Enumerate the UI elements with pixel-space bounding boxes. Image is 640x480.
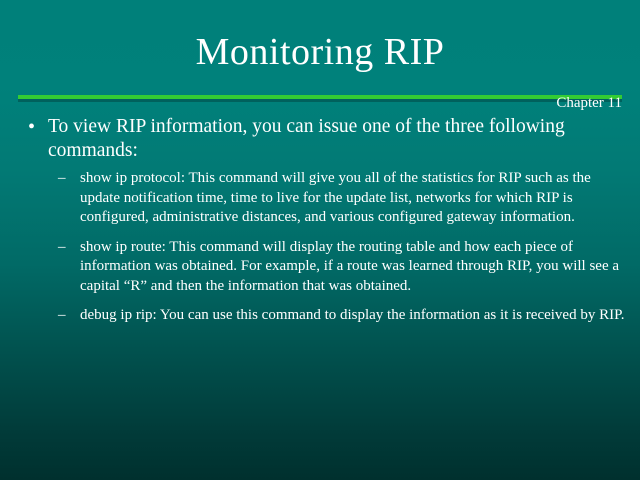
slide-title: Monitoring RIP: [195, 31, 445, 73]
sub-bullet-show-ip-route: [58, 238, 628, 297]
bullet-level1: [14, 115, 628, 163]
bullet-text: To view RIP information, you can issue one of the three following commands:: [48, 116, 565, 161]
dash-marker: –: [58, 307, 66, 323]
title-divider: [0, 95, 640, 107]
chapter-label: Chapter 11: [556, 95, 622, 111]
slide-body: [14, 115, 628, 336]
sub-bullet-debug-ip-rip: [58, 306, 628, 326]
divider-shadow-line: [18, 99, 622, 102]
sub-bullet-text: show ip protocol: This command will give you all of the statistics for RIP such as the update notification time, time to live for the update list, networks for which RIP is configured, administrative distances, and various configured gateway information.: [80, 170, 591, 225]
sub-bullet-show-ip-protocol: [58, 169, 628, 228]
sub-bullet-text: show ip route: This command will display the routing table and how each piece of information was obtained. For example, if a route was learned through RIP, you will see a capital “R” and then the information that was obtained.: [80, 238, 620, 294]
dash-marker: –: [58, 170, 66, 186]
dash-marker: –: [58, 238, 66, 255]
bullet-marker: •: [28, 116, 36, 138]
sub-bullet-list: [14, 169, 628, 326]
sub-bullet-text: debug ip rip: You can use this command to display the information as it is received by RIP.: [80, 307, 625, 323]
